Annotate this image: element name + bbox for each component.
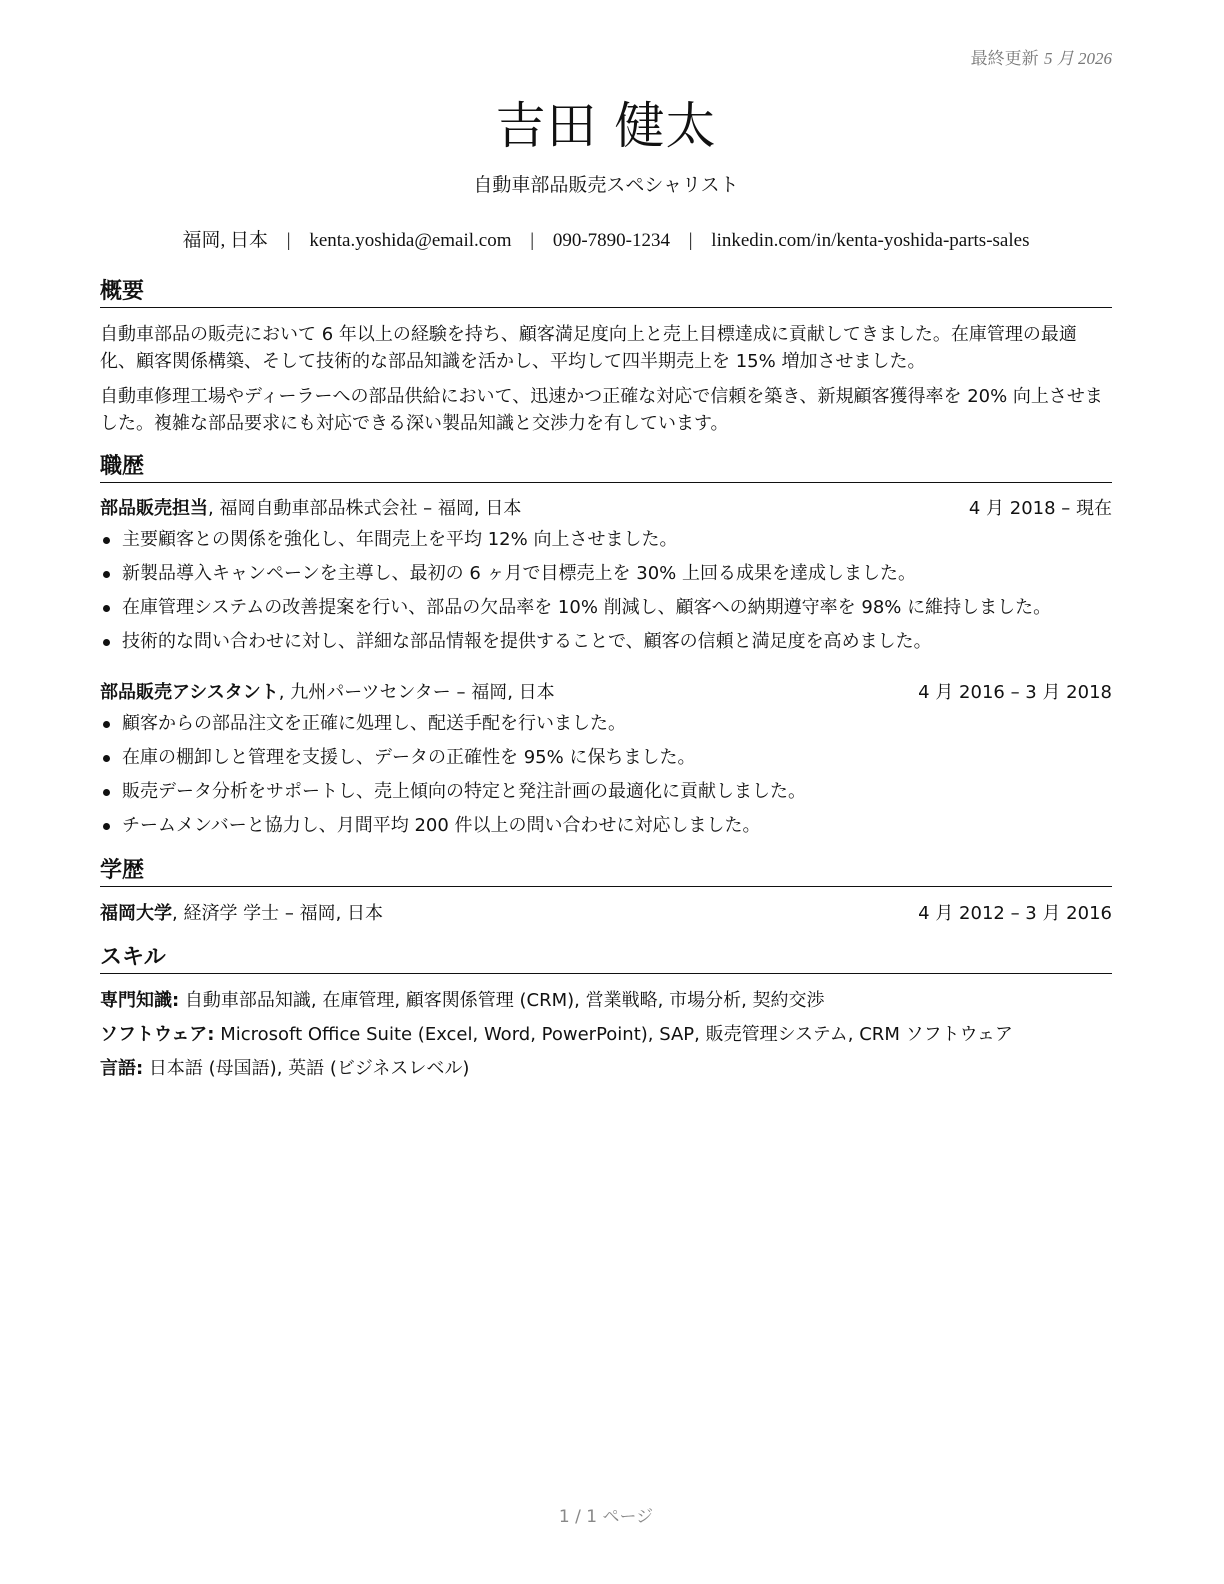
education-school: 福岡大学 [100, 903, 172, 924]
summary-paragraph: 自動車部品の販売において 6 年以上の経験を持ち、顧客満足度向上と売上目標達成に貢献してきました。在庫管理の最適化、顧客関係構築、そして技術的な部品知識を活かし、平均して四半期売上を 15% 増加させました。 [100, 324, 1077, 372]
contact-email-link[interactable]: kenta.yoshida@email.com [309, 230, 512, 251]
contact-linkedin-link[interactable]: linkedin.com/in/kenta-yoshida-parts-sales [711, 230, 1030, 251]
contact-separator: | [286, 230, 291, 251]
skill-value: Microsoft Office Suite (Excel, Word, PowerPoint), SAP, 販売管理システム, CRM ソフトウェア [214, 1024, 1013, 1045]
job-header [100, 680, 1112, 706]
section-heading-experience: 職歴 [100, 453, 1112, 483]
job-dates: 4 月 2016 – 3 月 2018 [918, 682, 1112, 703]
candidate-title: 自動車部品販売スペシャリスト [473, 174, 739, 196]
job-org: , 福岡自動車部品株式会社 – 福岡, 日本 [208, 498, 522, 519]
skill-line [100, 988, 1112, 1022]
last-updated-date: 5 月 2026 [1044, 49, 1112, 68]
list-item: 主要顧客との関係を強化し、年間売上を平均 12% 向上させました。 [100, 527, 1112, 561]
contact-location: 福岡, 日本 [182, 230, 269, 251]
skill-value: 自動車部品知識, 在庫管理, 顧客関係管理 (CRM), 営業戦略, 市場分析, 契約交渉 [179, 990, 825, 1011]
list-item: 技術的な問い合わせに対し、詳細な部品情報を提供することで、顧客の信頼と満足度を高めました。 [100, 629, 1112, 663]
last-updated-prefix: 最終更新 [970, 49, 1039, 69]
contact-phone: 090-7890-1234 [552, 230, 670, 251]
job-bullets [100, 527, 1112, 663]
job-org: , 九州パーツセンター – 福岡, 日本 [278, 682, 555, 703]
contact-separator: | [688, 230, 693, 251]
resume-page [100, 0, 1112, 1584]
list-item: 新製品導入キャンペーンを主導し、最初の 6 ヶ月で目標売上を 30% 上回る成果を達成しました。 [100, 561, 1112, 595]
candidate-name: 吉田 健太 [495, 97, 717, 155]
skill-line [100, 1056, 1112, 1090]
list-item: 顧客からの部品注文を正確に処理し、配送手配を行いました。 [100, 711, 1112, 745]
section-heading-summary: 概要 [100, 278, 1112, 308]
list-item: チームメンバーと協力し、月間平均 200 件以上の問い合わせに対応しました。 [100, 813, 1112, 847]
list-item: 在庫の棚卸しと管理を支援し、データの正確性を 95% に保ちました。 [100, 745, 1112, 779]
skill-label: 言語: [100, 1058, 144, 1079]
contact-separator: | [530, 230, 535, 251]
page-number: 1 / 1 ページ [558, 1507, 654, 1527]
job-role: 部品販売担当 [100, 498, 208, 519]
section-heading-education: 学歴 [100, 857, 1112, 887]
job-bullets [100, 711, 1112, 847]
section-heading-skills: スキル [100, 944, 1112, 974]
job-header [100, 496, 1112, 522]
contact-line [100, 225, 1112, 252]
list-item: 在庫管理システムの改善提案を行い、部品の欠品率を 10% 削減し、顧客への納期遵守率を 98% に維持しました。 [100, 595, 1112, 629]
job-dates: 4 月 2018 – 現在 [968, 498, 1112, 519]
last-updated [971, 44, 1112, 69]
skill-line [100, 1022, 1112, 1056]
summary-paragraph: 自動車修理工場やディーラーへの部品供給において、迅速かつ正確な対応で信頼を築き、新規顧客獲得率を 20% 向上させました。複雑な部品要求にも対応できる深い製品知識と交渉力を有しています。 [100, 386, 1103, 434]
education-detail: , 経済学 学士 – 福岡, 日本 [172, 903, 384, 924]
skill-label: 専門知識: [100, 990, 180, 1011]
skill-value: 日本語 (母国語), 英語 (ビジネスレベル) [143, 1058, 470, 1079]
job-role: 部品販売アシスタント [100, 682, 279, 703]
education-entry [100, 901, 1112, 927]
education-dates: 4 月 2012 – 3 月 2016 [918, 903, 1112, 924]
skill-label: ソフトウェア: [100, 1024, 215, 1045]
list-item: 販売データ分析をサポートし、売上傾向の特定と発注計画の最適化に貢献しました。 [100, 779, 1112, 813]
